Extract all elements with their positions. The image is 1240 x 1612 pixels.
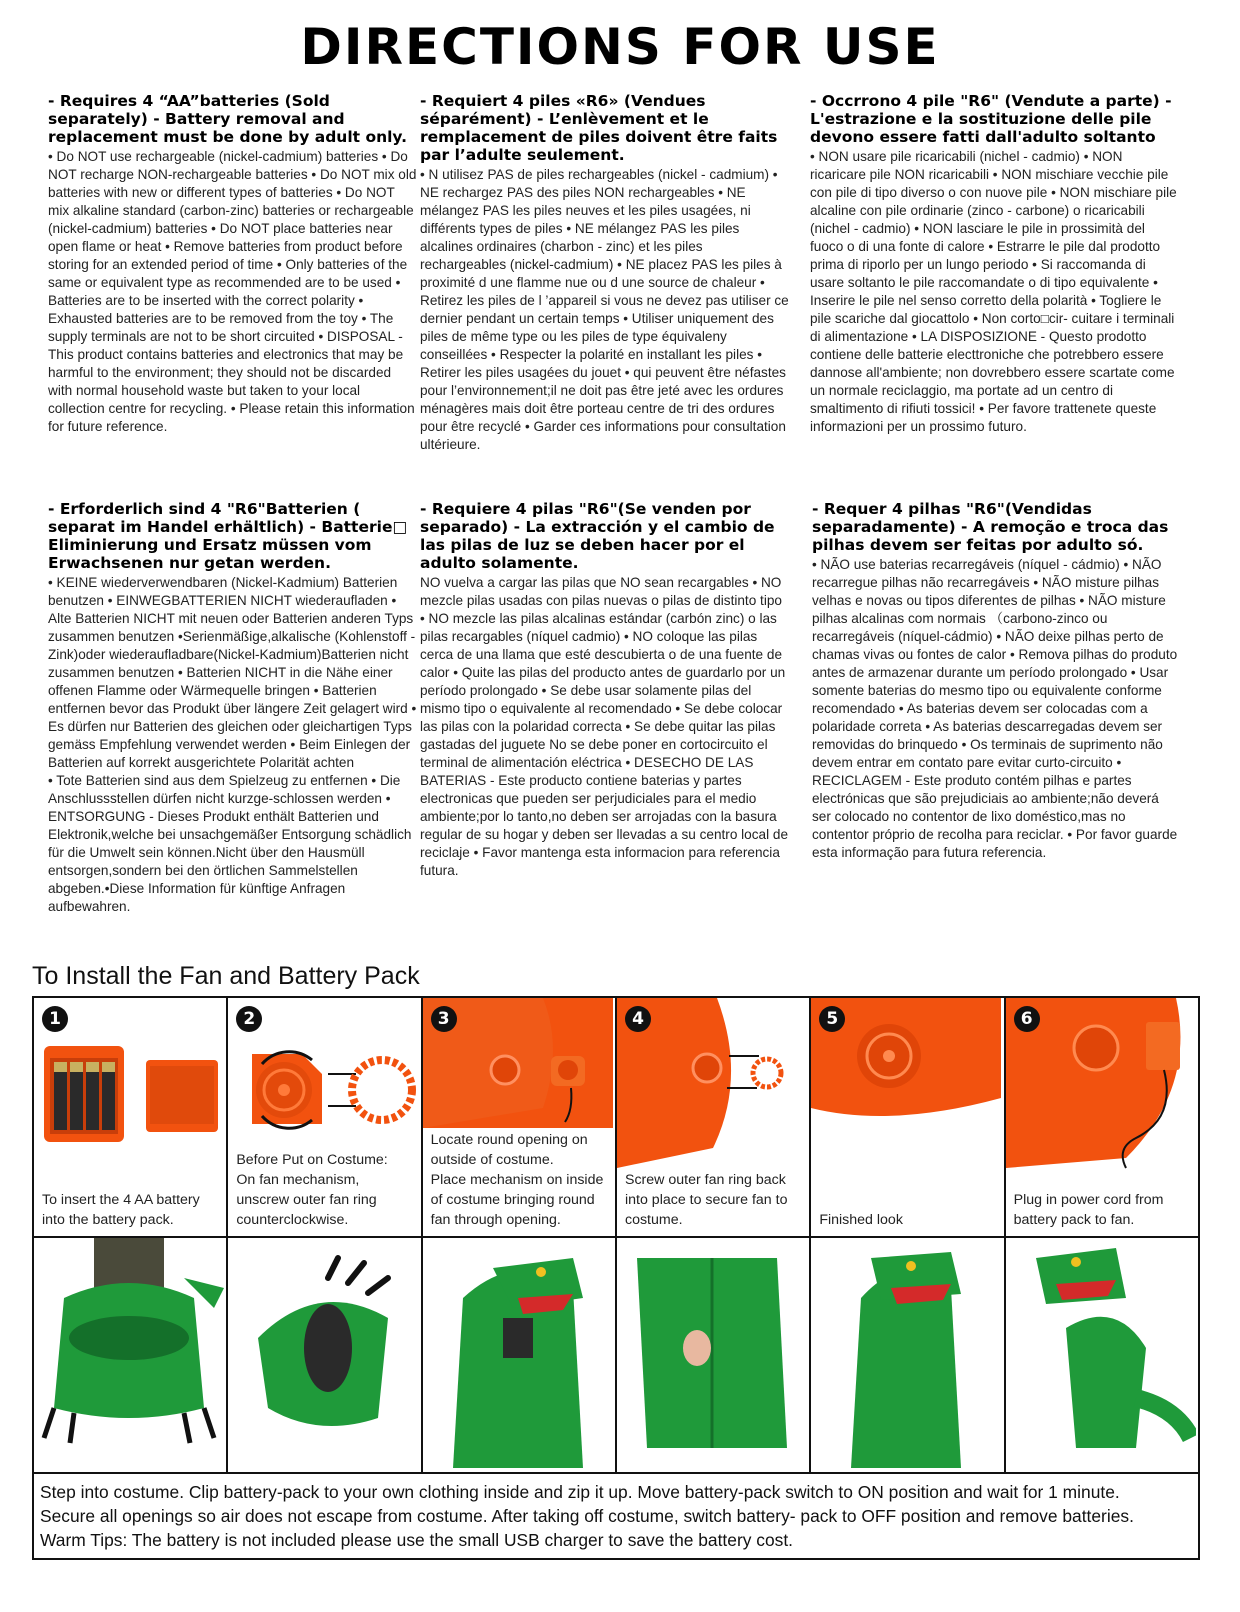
lang-body-italian: • NON usare pile ricaricabili (nichel - cadmio) • NON ricaricare pile NON ricaricabili • NON mischiare vecchie pile con pile di tipo diverso o con nuove pile • NON mischiare pile alcaline con pile ordinarie (zinco - carbone) o ricaricabili (nichel - cadmio) • NON lasciare le pile in prossimità del fuoco o di una fonte di calore • Estrarre le pile dal prodotto prima di riporlo per un lungo periodo • Si raccomanda di usare soltanto le pile raccomandate o di tipo equivalente • Inserire le pile nel senso corretto della polarità • Togliere le pile scariche dal giocattolo • Non corto□cir- cuitare i terminali di alimentazione • LA DISPOSIZIONE - Questo prodotto contiene delle batterie electtroniche che potrebbero essere dannose all'ambiente; non dovrebbero essere scartate come un normale reciclaggio, ma portate ad un centro di smaltimento di rifiuti tossici! • Per favore trattenete queste informazioni per un prossimo futuro. (810, 149, 1177, 434)
lang-heading-french: - Requiert 4 piles «R6» (Vendues séparément) - L’enlèvement et le remplacement de piles doivent être faits par l’adulte seulement. (420, 92, 778, 164)
step-caption: Before Put on Costume: On fan mechanism, unscrew outer fan ring counterclockwise. (236, 1152, 388, 1228)
step-number: 3 (431, 1006, 457, 1032)
lang-body-english: • Do NOT use rechargeable (nickel-cadmium) batteries • Do NOT recharge NON-rechargeable batteries • Do NOT mix old batteries with new or different types of batteries • Do NOT mix alkaline standard (carbon-zinc) batteries or rechargeable (nickel-cadmium) batteries • Do NOT place batteries near open flame or heat • Remove batteries from product before storing for an extended period of time • Only batteries of the same or equivalent type as recommended are to be used • Batteries are to be inserted with the correct polarity • Exhausted batteries are to be removed from the toy • The supply terminals are not to be short circuited • DISPOSAL - This product contains batteries and electronics that may be harmful to the environment; they should not be discarded with normal household waste but taken to your local collection centre for recycling. • Please retain this information for future reference. (48, 149, 417, 434)
costume-photo-child-side (811, 1238, 1005, 1472)
costume-photos-row (34, 1238, 1198, 1474)
step-number: 6 (1014, 1006, 1040, 1032)
fan-mechanism-illustration (232, 1034, 422, 1144)
lang-body-spanish: NO vuelva a cargar las pilas que NO sean recargables • NO mezcle pilas usadas con pilas nuevas o pilas de distinto tipo • NO mezcle las pilas alcalinas estándar (carbón zinc) o las pilas recargables (níquel cadmio) • NO coloque las pilas cerca de una llama que esté descubierta o de una fuente de calor • Quite las pilas del producto antes de guardarlo por un período prolongado • Se debe usar solamente pilas del mismo tipo o equivalente al recomendado • Se debe colocar las pilas con la polaridad correcta • Se debe quitar las pilas gastadas del juguete No se debe poner en cortocircuito el terminal de alimentación eléctrica • DESECHO DE LAS BATERIAS - Este producto contiene baterias y partes electronicas que pueden ser perjudiciales para el medio ambiente;por lo tanto,no deben ser arrojadas con la basura regular de su hogar y deben ser llevadas a su centro local de reciclaje • Favor mantenga esta informacion para referencia futura. (420, 575, 789, 878)
step-caption: Finished look (819, 1212, 903, 1228)
lang-body-german: • KEINE wiederverwendbaren (Nickel-Kadmium) Batterien benutzen • EINWEGBATTERIEN NICHT wiederaufladen • Alte Batterien NICHT mit neuen oder Batterien anderen Typs zusammen benutzen •Serienmäßige,alkalische (Kohlenstoff - Zink)oder wiederaufladbare(Nickel-Kadmium)Batterien nicht zusammen benutzen • Batterien NICHT in die Nähe einer offenen Flamme oder Wärmequelle bringen • Batterien entfernen bevor das Produkt über längere Zeit gelagert wird • Es dürfen nur Batterien des gleichen oder gleichartigen Typs gemäss Empfehlung verwendet werden • Beim Einlegen der Batterien auf korrekt ausgerichtete Polarität achten • Tote Batterien sind aus dem Spielzeug zu entfernen • Die Anschlussstellen dürfen nicht kurzge-schlossen werden • ENTSORGUNG - Dieses Produkt enthält Batterien und Elektronik,welche bei unsachgemäßer Entsorgung schädlich für die Umwelt sein können.Nicht über den Hausmüll entsorgen,sondern bei den örtlichen Sammelstellen abgeben.•Diese Information für künftige Anfragen aufbewahren. (48, 575, 417, 914)
steps-row (34, 998, 1198, 1238)
lang-block-italian (810, 92, 1178, 436)
child-dinosaur-side-image (811, 1238, 1001, 1472)
lang-block-german (48, 500, 418, 916)
lang-block-english (48, 92, 418, 436)
dinosaur-legs-image (34, 1238, 224, 1472)
step-number: 5 (819, 1006, 845, 1032)
step-1 (34, 998, 228, 1236)
step-caption: Screw outer fan ring back into place to secure fan to costume. (624, 1172, 788, 1228)
full-dinosaur-image (1006, 1238, 1196, 1472)
step-number: 4 (625, 1006, 651, 1032)
step-3 (423, 998, 617, 1236)
costume-photo-full (1006, 1238, 1198, 1472)
footer-line: Warm Tips: The battery is not included please use the small USB charger to save the battery cost. (40, 1530, 793, 1550)
zipper-closeup-image (617, 1238, 807, 1472)
battery-pack-illustration (38, 1036, 228, 1166)
lang-block-french (420, 92, 790, 454)
step-6 (1006, 998, 1198, 1236)
page-title: DIRECTIONS FOR USE (300, 18, 940, 76)
costume-photo-legs (34, 1238, 228, 1472)
lang-heading-spanish: - Requiere 4 pilas "R6"(Se venden por separado) - La extracción y el cambio de las pilas de luz se deben hacer por el adulto solamente. (420, 500, 775, 572)
costume-photo-zipper (617, 1238, 811, 1472)
step-caption: Locate round opening on outside of costume. Place mechanism on inside of costume bringing round fan through opening. (430, 1132, 604, 1228)
lang-heading-english: - Requires 4 “AA”batteries (Sold separately) - Battery removal and replacement must be done by adult only. (48, 92, 408, 146)
install-steps-grid (32, 996, 1200, 1560)
footer-line: Secure all openings so air does not escape from costume. After taking off costume, switch battery- pack to OFF position and remove batteries. (40, 1506, 1134, 1526)
step-2 (228, 998, 422, 1236)
step-number: 2 (236, 1006, 262, 1032)
child-in-costume-image (423, 1238, 613, 1472)
footer-line: Step into costume. Clip battery-pack to your own clothing inside and zip it up. Move battery-pack switch to ON position and wait for 1 minute. (40, 1482, 1120, 1502)
step-caption: Plug in power cord from battery pack to fan. (1013, 1192, 1164, 1228)
lang-heading-italian: - Occrrono 4 pile "R6" (Vendute a parte) - L'estrazione e la sostituzione delle pile devono essere fatti dall'adulto soltanto (810, 92, 1172, 146)
costume-photo-child-front (423, 1238, 617, 1472)
dinosaur-foot-image (228, 1238, 418, 1472)
lang-body-french: • N utilisez PAS de piles rechargeables (nickel - cadmium) • NE rechargez PAS des piles NON rechargeables • NE mélangez PAS les piles neuves et les piles usagées, ni différents types de piles • NE mélangez PAS les piles alcalines ordinaires (charbon - zinc) et les piles rechargeables (nickel-cadmium) • NE placez PAS les piles à proximité d une flamme nue ou d une source de chaleur • Retirez les piles de l ’appareil si vous ne devez pas utiliser ce dernier pendant un certain temps • Utiliser uniquement des piles de même type ou les piles de type équivaleny conseillées • Respecter la polarité en installant les piles • Retirer les piles usagées du jouet • qui peuvent être néfastes pour l’environnement;il ne doit pas être jeté avec les ordures ménagères mais doit être porteau centre de tri des ordures pour être recyclé • Garder ces informations pour consultation ultérieure. (420, 167, 789, 452)
lang-block-spanish (420, 500, 790, 880)
costume-photo-foot (228, 1238, 422, 1472)
step-4 (617, 998, 811, 1236)
step-5 (811, 998, 1005, 1236)
step-caption: To insert the 4 AA battery into the battery pack. (42, 1192, 200, 1228)
lang-heading-german: - Erforderlich sind 4 "R6"Batterien ( separat im Handel erhältlich) - Batterie□ Eliminierung und Ersatz müssen vom Erwachsenen nur getan werden. (48, 500, 408, 572)
footer-instructions (40, 1480, 1192, 1552)
step-number: 1 (42, 1006, 68, 1032)
lang-body-portuguese: • NÃO use baterias recarregáveis (níquel - cádmio) • NÃO recarregue pilhas não recarregáveis • NÃO misture pilhas velhas e novas ou tipos diferentes de pilhas • NÃO misture pilhas alcalinas com normais （carbono-zinco ou recarregáveis (níquel-cádmio) • NÃO deixe pilhas perto de chamas vivas ou fontes de calor • Remova pilhas do produto antes de armazenar durante um período prolongado • Usar somente baterias do mesmo tipo ou equivalente conforme recomendado • As baterias devem ser colocadas com a polaridade correta • As baterias descarregadas devem ser removidas do brinquedo • Os terminais de suprimento não devem entrar em contato pare evitar curto-circuito • RECICLAGEM - Este produto contém pilhas e partes electrónicas que são prejudiciais ao ambiente;não deverá ser colocado no contentor de lixo doméstico,mas no contentor próprio de recolha para reciclar. • Por favor guarde esta informação para futura referencia. (812, 557, 1178, 860)
lang-heading-portuguese: - Requer 4 pilhas "R6"(Vendidas separadamente) - A remoção e troca das pilhas devem ser feitas por adulto só. (812, 500, 1169, 554)
lang-block-portuguese (812, 500, 1178, 862)
install-heading: To Install the Fan and Battery Pack (32, 962, 420, 990)
